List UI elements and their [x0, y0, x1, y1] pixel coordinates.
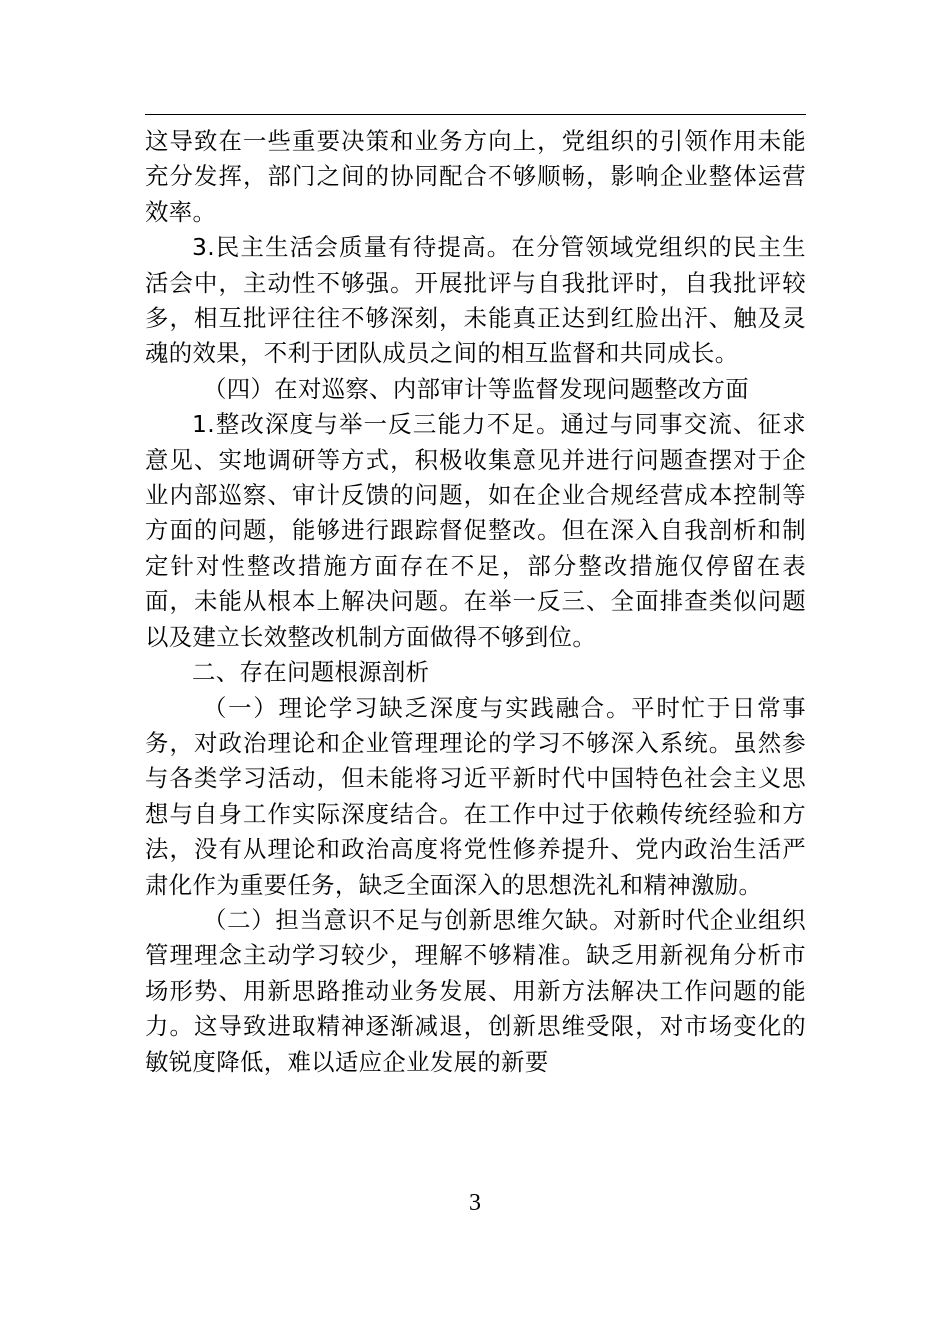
page-number: 3: [469, 1190, 481, 1216]
paragraph-responsibility-innovation: （二）担当意识不足与创新思维欠缺。对新时代企业组织管理理念主动学习较少，理解不够精准。缺乏用新视角分析市场形势、用新思路推动业务发展、用新方法解决工作问题的能力。这导致进取精神逐渐减退，创新思维受限，对市场变化的敏锐度降低，难以适应企业发展的新要: [145, 905, 806, 1076]
paragraph-rectification-depth: 1.整改深度与举一反三能力不足。通过与同事交流、征求意见、实地调研等方式，积极收集意见并进行问题查摆对于企业内部巡察、审计反馈的问题，如在企业合规经营成本控制等方面的问题，能够进行跟踪督促整改。但在深入自我剖析和制定针对性整改措施方面存在不足，部分整改措施仅停留在表面，未能从根本上解决问题。在举一反三、全面排查类似问题以及建立长效整改机制方面做得不够到位。: [145, 410, 806, 651]
document-body: [145, 124, 806, 1080]
header-rule: [145, 114, 806, 115]
paragraph-theory-study: （一）理论学习缺乏深度与实践融合。平时忙于日常事务，对政治理论和企业管理理论的学习不够深入系统。虽然参与各类学习活动，但未能将习近平新时代中国特色社会主义思想与自身工作实际深度结合。在工作中过于依赖传统经验和方法，没有从理论和政治高度将党性修养提升、党内政治生活严肃化作为重要任务，缺乏全面深入的思想洗礼和精神激励。: [145, 693, 806, 899]
section-heading-root-cause: 二、存在问题根源剖析: [192, 658, 430, 687]
paragraph-continuation: 这导致在一些重要决策和业务方向上，党组织的引领作用未能充分发挥，部门之间的协同配合不够顺畅，影响企业整体运营效率。: [145, 127, 806, 226]
paragraph-democratic-life-meeting: 3.民主生活会质量有待提高。在分管领域党组织的民主生活会中，主动性不够强。开展批评与自我批评时，自我批评较多，相互批评往往不够深刻，未能真正达到红脸出汗、触及灵魂的效果，不利于团队成员之间的相互监督和共同成长。: [145, 233, 806, 368]
section-heading-rectification: （四）在对巡察、内部审计等监督发现问题整改方面: [203, 374, 750, 403]
